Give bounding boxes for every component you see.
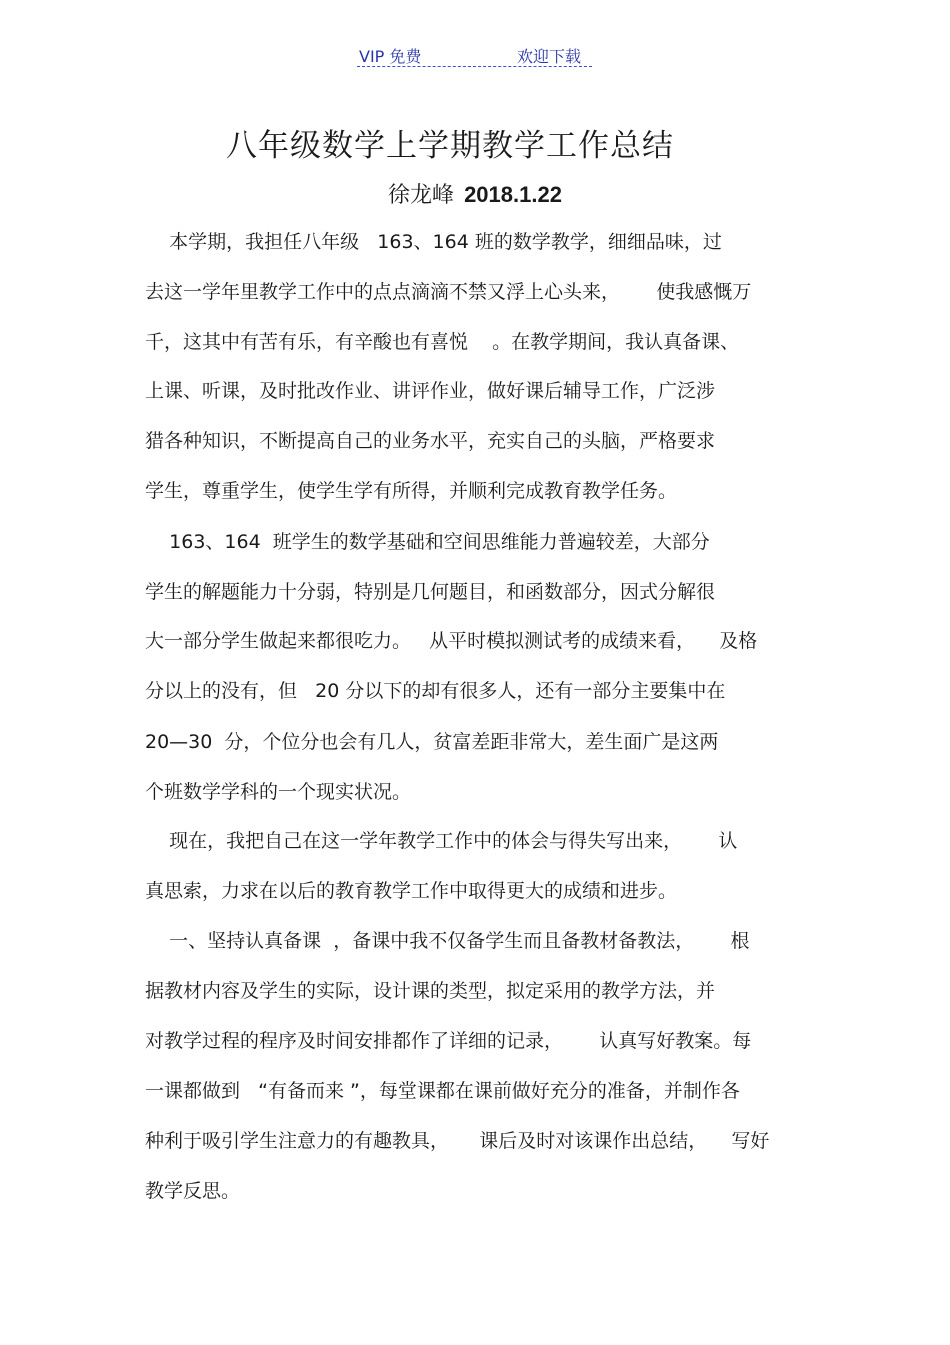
body-line: 教学反思。 (145, 1180, 241, 1202)
document-date: 2018.1.22 (464, 182, 562, 207)
body-line: 一、坚持认真备课 ，备课中我不仅备学生而且备教材备教法， 根 (145, 930, 750, 952)
byline (0, 178, 950, 209)
body-line: 对教学过程的程序及时间安排都作了详细的记录， 认真写好教案。每 (145, 1030, 752, 1052)
body-line: 据教材内容及学生的实际，设计课的类型，拟定采用的教学方法，并 (145, 980, 716, 1002)
watermark-header (357, 42, 592, 67)
body-line: 个班数学学科的一个现实状况。 (145, 781, 412, 803)
body-line: 大一部分学生做起来都很吃力。 从平时模拟测试考的成绩来看， 及格 (145, 630, 758, 652)
body-line: 真思索，力求在以后的教育教学工作中取得更大的成绩和进步。 (145, 880, 678, 902)
vip-free-label: VIP 免费 (359, 47, 422, 66)
body-line: 本学期，我担任八年级 163、164 班的数学教学，细细品味，过 (145, 231, 722, 253)
document-title: 八年级数学上学期教学工作总结 (226, 128, 674, 164)
body-line: 一课都做到 “有备而来 ”，每堂课都在课前做好充分的准备，并制作各 (145, 1080, 740, 1102)
body-line: 种利于吸引学生注意力的有趣教具， 课后及时对该课作出总结， 写好 (145, 1130, 770, 1152)
body-line: 现在，我把自己在这一学年教学工作中的体会与得失写出来， 认 (145, 830, 738, 852)
body-line: 去这一学年里教学工作中的点点滴滴不禁又浮上心头来， 使我感慨万 (145, 281, 752, 303)
body-line: 千，这其中有苦有乐，有辛酸也有喜悦 。在教学期间，我认真备课、 (145, 331, 740, 353)
body-line: 学生的解题能力十分弱，特别是几何题目，和函数部分，因式分解很 (145, 581, 716, 603)
body-line: 猎各种知识，不断提高自己的业务水平，充实自己的头脑，严格要求 (145, 430, 716, 452)
body-line: 20—30 分，个位分也会有几人，贫富差距非常大，差生面广是这两 (145, 731, 719, 753)
body-line: 学生，尊重学生，使学生学有所得，并顺利完成教育教学任务。 (145, 480, 678, 502)
body-line: 上课、听课，及时批改作业、讲评作业，做好课后辅导工作，广泛涉 (145, 380, 716, 402)
body-line: 分以上的没有，但 20 分以下的却有很多人，还有一部分主要集中在 (145, 680, 726, 702)
body-line: 163、164 班学生的数学基础和空间思维能力普遍较差，大部分 (145, 531, 710, 553)
download-welcome-label: 欢迎下载 (517, 47, 582, 66)
author-name: 徐龙峰 (388, 183, 455, 208)
